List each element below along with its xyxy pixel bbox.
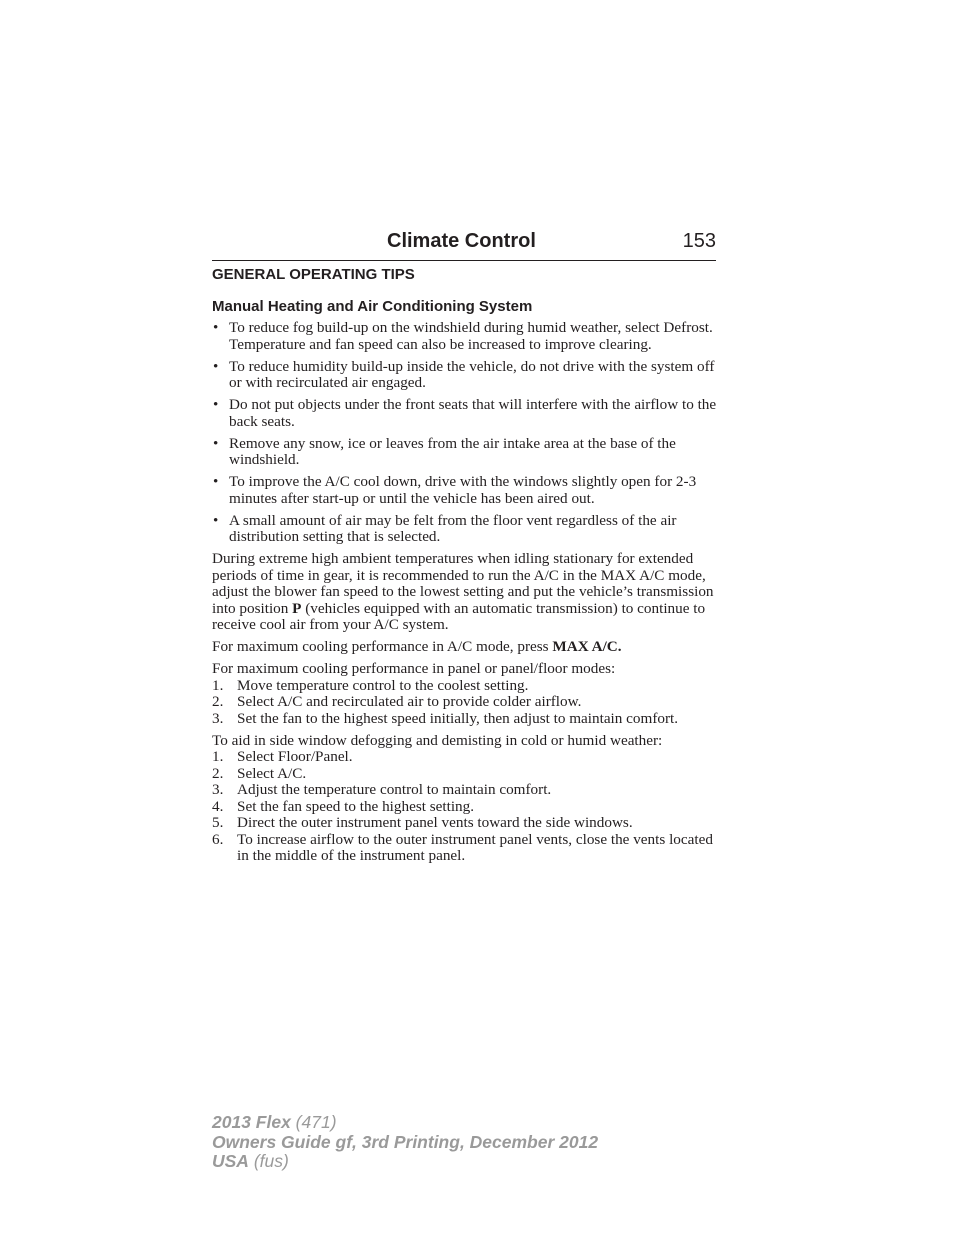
tips-list xyxy=(212,320,718,546)
list-item: 6. To increase airflow to the outer instrument panel vents, close the vents located in the middle of the instrument panel. xyxy=(212,830,713,864)
bullet-icon: • xyxy=(213,473,219,490)
list-item: • Remove any snow, ice or leaves from the air intake area at the base of the windshield. xyxy=(213,434,676,468)
panel-modes-steps xyxy=(212,678,718,728)
section-title: GENERAL OPERATING TIPS xyxy=(212,266,415,283)
defogging-intro: To aid in side window defogging and demisting in cold or humid weather: xyxy=(212,731,663,749)
high-temp-paragraph: During extreme high ambient temperatures when idling stationary for extended periods of time in gear, it is recommended to run the A/C in the MAX A/C mode, adjust the blower fan speed to the lowest setting and put the vehicle’s transmission into position P (vehicles equipped with an automatic transmission) to continue to receive cool air from your A/C system. xyxy=(212,550,714,633)
page-content xyxy=(212,266,718,870)
list-item: 1. Select Floor/Panel. xyxy=(212,748,353,765)
chapter-title: Climate Control xyxy=(387,230,536,252)
list-item: • To reduce humidity build-up inside the vehicle, do not drive with the system off or with recirculated air engaged. xyxy=(213,357,715,391)
max-cooling-paragraph: For maximum cooling performance in A/C mode, press MAX A/C. xyxy=(212,638,622,655)
bullet-icon: • xyxy=(213,319,219,336)
defogging-steps xyxy=(212,749,718,865)
footer-model-line: 2013 Flex (471) xyxy=(212,1112,337,1132)
page-number: 153 xyxy=(682,230,716,252)
bullet-icon: • xyxy=(213,511,219,529)
bullet-icon: • xyxy=(213,357,219,375)
list-item: 1. Move temperature control to the coolest setting. xyxy=(212,676,529,694)
list-item: • Do not put objects under the front seats that will interfere with the airflow to the back seats. xyxy=(213,396,717,430)
list-item: 3. Adjust the temperature control to maintain comfort. xyxy=(212,781,552,798)
list-item: 5. Direct the outer instrument panel vents toward the side windows. xyxy=(212,814,633,831)
panel-modes-intro: For maximum cooling performance in panel or panel/floor modes: xyxy=(212,660,616,677)
list-item: 2. Select A/C and recirculated air to provide colder airflow. xyxy=(212,693,582,710)
list-item: 3. Set the fan to the highest speed initially, then adjust to maintain comfort. xyxy=(212,709,679,727)
list-item: 2. Select A/C. xyxy=(212,764,307,782)
list-item: 4. Set the fan speed to the highest setting. xyxy=(212,797,475,815)
list-item: • A small amount of air may be felt from the floor vent regardless of the air distribution setting that is selected. xyxy=(213,511,677,545)
subsection-title: Manual Heating and Air Conditioning System xyxy=(212,298,533,315)
bullet-icon: • xyxy=(213,434,219,452)
list-item: • To improve the A/C cool down, drive with the windows slightly open for 2-3 minutes after start-up or until the vehicle has been aired out. xyxy=(213,473,697,507)
page-footer xyxy=(212,1113,598,1172)
bullet-icon: • xyxy=(213,396,219,413)
page-header xyxy=(212,228,716,261)
footer-market-line: USA (fus) xyxy=(212,1151,289,1171)
list-item: • To reduce fog build-up on the windshield during humid weather, select Defrost. Temperature and fan speed can also be increased to improve clearing. xyxy=(213,319,713,353)
footer-guide-line: Owners Guide gf, 3rd Printing, December 2012 xyxy=(212,1131,599,1152)
